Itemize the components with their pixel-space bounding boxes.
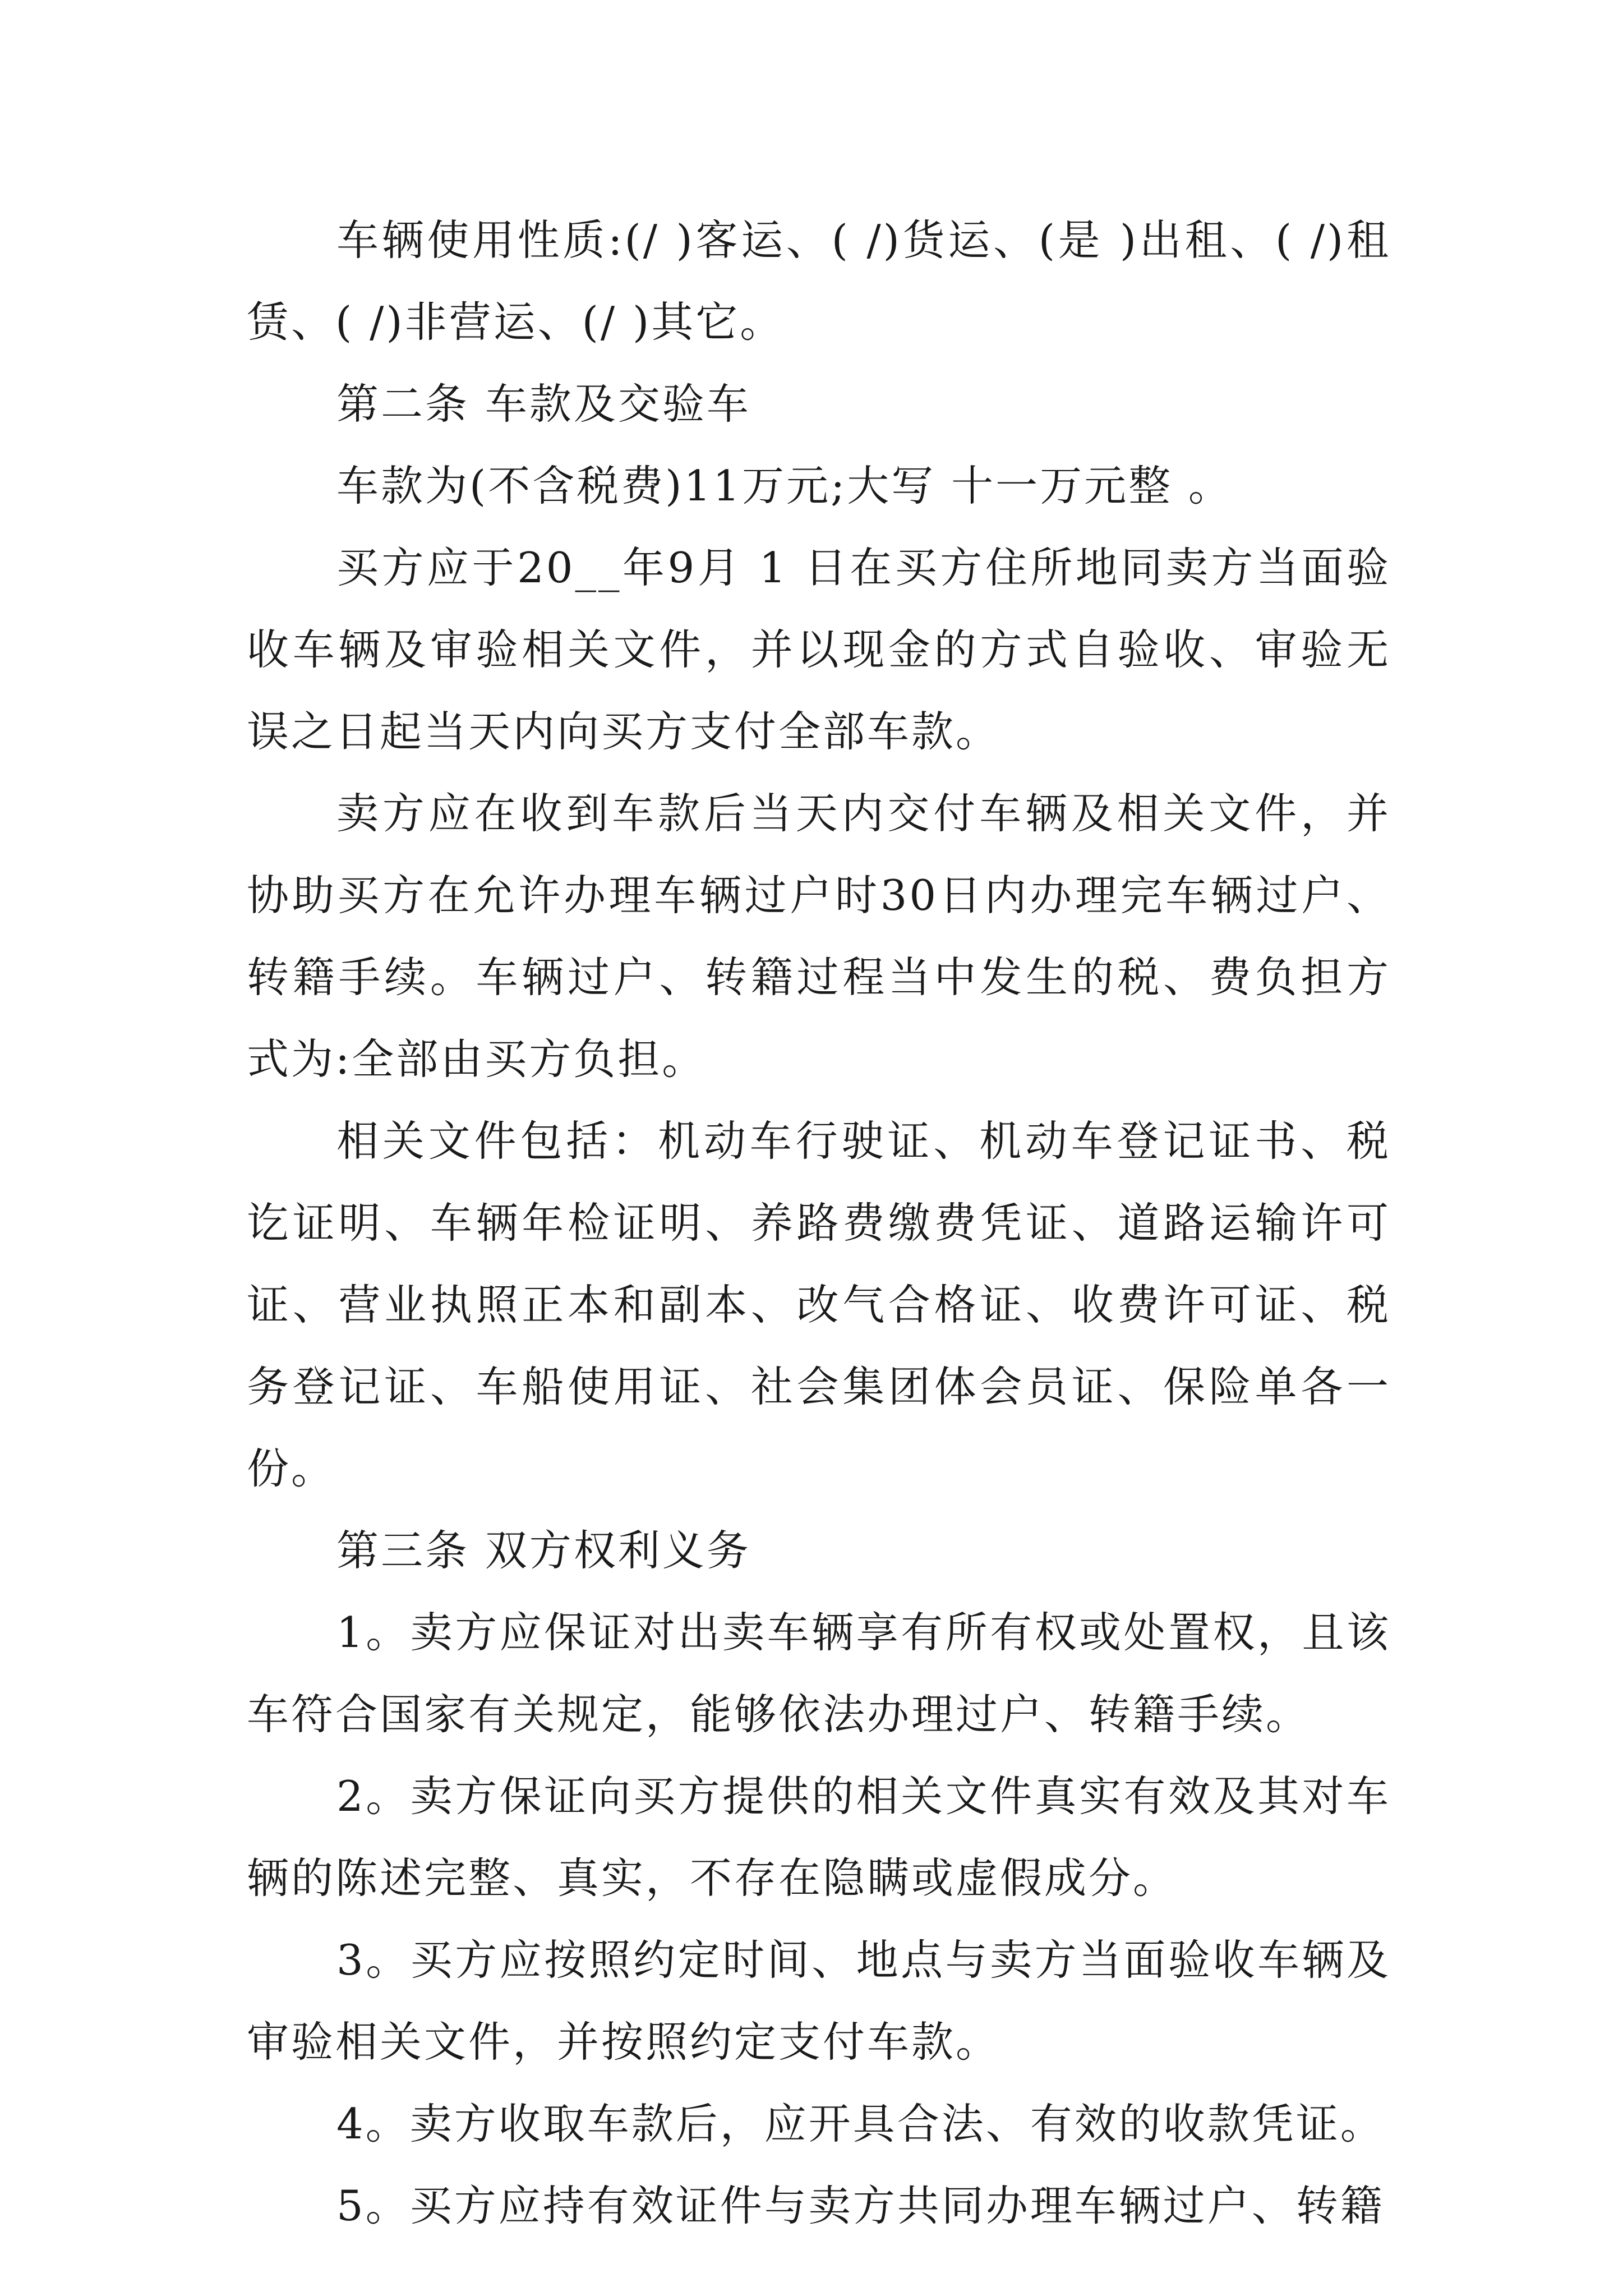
clause-1: 1。卖方应保证对出卖车辆享有所有权或处置权，且该车符合国家有关规定，能够依法办理过户、转籍手续。 bbox=[247, 1608, 1391, 1739]
clause-2: 2。卖方保证向买方提供的相关文件真实有效及其对车辆的陈述完整、真实，不存在隐瞒或虚假成分。 bbox=[247, 1772, 1391, 1903]
paragraph-delivery: 卖方应在收到车款后当天内交付车辆及相关文件，并协助买方在允许办理车辆过户时30日内办理完车辆过户、转籍手续。车辆过户、转籍过程当中发生的税、费负担方式为:全部由买方负担。 bbox=[247, 789, 1391, 1084]
heading-article-2: 第二条 车款及交验车 bbox=[336, 379, 751, 429]
heading-article-3: 第三条 双方权利义务 bbox=[336, 1526, 751, 1575]
clause-5: 5。买方应持有效证件与卖方共同办理车辆过户、转籍 bbox=[336, 2181, 1385, 2230]
paragraph-price: 车款为(不含税费)11万元;大写 十一万元整 。 bbox=[336, 461, 1233, 510]
paragraph-vehicle-usage: 车辆使用性质:(/ )客运、( /)货运、(是 )出租、( /)租赁、( /)非营运、(/ )其它。 bbox=[247, 215, 1391, 347]
paragraph-related-documents: 相关文件包括：机动车行驶证、机动车登记证书、税讫证明、车辆年检证明、养路费缴费凭证、道路运输许可证、营业执照正本和副本、改气合格证、收费许可证、税务登记证、车船使用证、社会集团体会员证、保险单各一份。 bbox=[247, 1116, 1391, 1493]
clause-3: 3。买方应按照约定时间、地点与卖方当面验收车辆及审验相关文件，并按照约定支付车款。 bbox=[247, 1935, 1391, 2067]
paragraph-inspection: 买方应于20__年9月 1 日在买方住所地同卖方当面验收车辆及审验相关文件，并以现金的方式自验收、审验无误之日起当天内向买方支付全部车款。 bbox=[247, 543, 1391, 756]
clause-4: 4。卖方收取车款后，应开具合法、有效的收款凭证。 bbox=[336, 2099, 1385, 2148]
document-body bbox=[247, 199, 1391, 2247]
